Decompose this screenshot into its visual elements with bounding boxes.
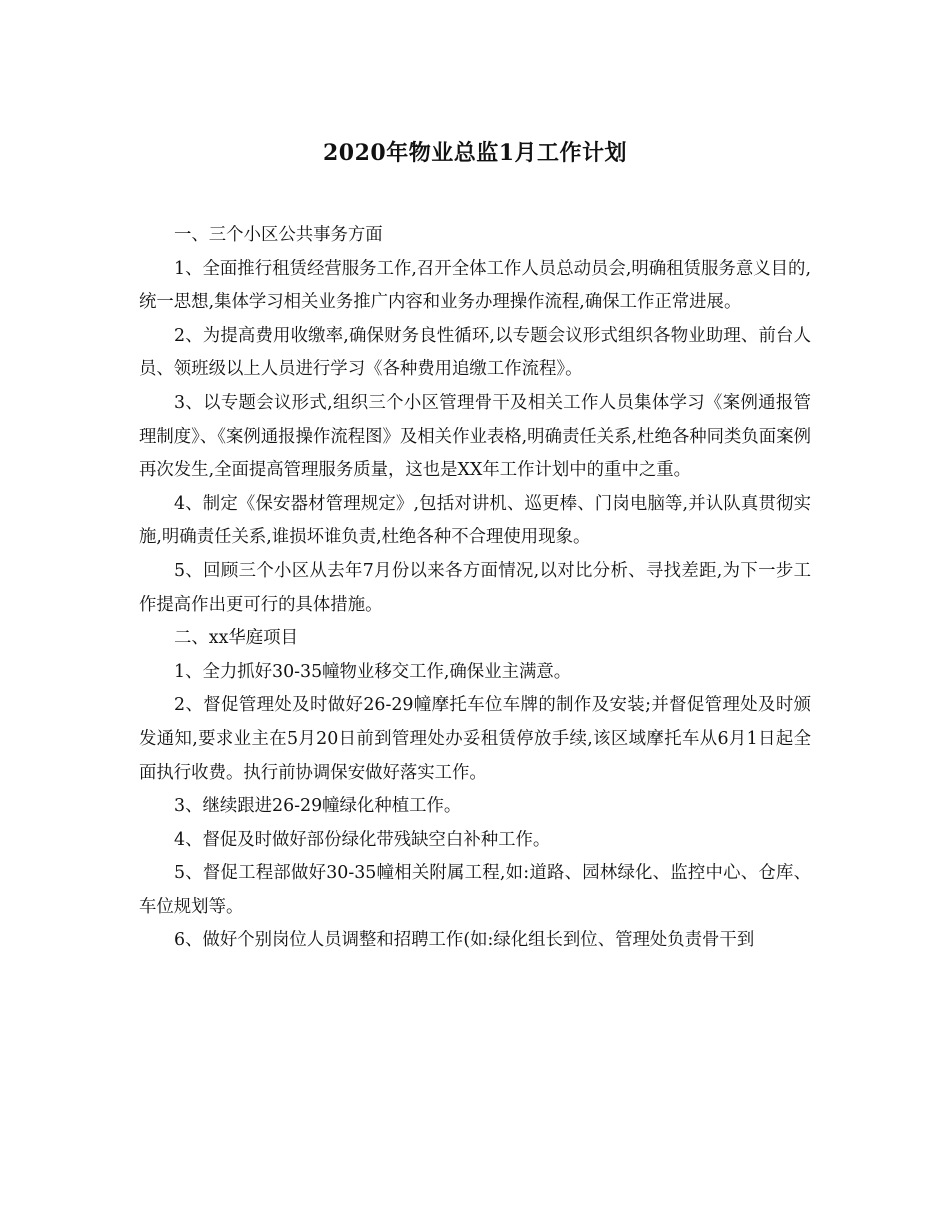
paragraph-item: 2、为提高费用收缴率,确保财务良性循环,以专题会议形式组织各物业助理、前台人员、领班级以上人员进行学习《各种费用追缴工作流程》。	[139, 325, 811, 380]
paragraph-item: 1、全力抓好30-35幢物业移交工作,确保业主满意。	[174, 661, 572, 682]
paragraph-item: 4、制定《保安器材管理规定》,包括对讲机、巡更棒、门岗电脑等,并认队真贯彻实施,明确责任关系,谁损坏谁负责,杜绝各种不合理使用现象。	[139, 493, 811, 548]
document-body	[139, 219, 811, 958]
paragraph-item: 2、督促管理处及时做好26-29幢摩托车位车牌的制作及安装;并督促管理处及时颁发通知,要求业主在5月20日前到管理处办妥租赁停放手续,该区域摩托车从6月1日起全面执行收费。执行前协调保安做好落实工作。	[139, 695, 811, 783]
paragraph-item: 4、督促及时做好部份绿化带残缺空白补种工作。	[174, 829, 551, 850]
section-heading-public-affairs: 一、三个小区公共事务方面	[174, 225, 383, 245]
paragraph-item: 3、以专题会议形式,组织三个小区管理骨干及相关工作人员集体学习《案例通报管理制度》、《案例通报操作流程图》及相关作业表格,明确责任关系,杜绝各种同类负面案例再次发生,全面提高管理服务质量，这也是XX年工作计划中的重中之重。	[139, 392, 811, 481]
paragraph-item: 1、全面推行租赁经营服务工作,召开全体工作人员总动员会,明确租赁服务意义目的,统一思想,集体学习相关业务推广内容和业务办理操作流程,确保工作正常进展。	[139, 258, 811, 313]
paragraph-item: 6、做好个别岗位人员调整和招聘工作(如:绿化组长到位、管理处负责骨干到	[174, 930, 755, 951]
paragraph-item: 3、继续跟进26-29幢绿化种植工作。	[174, 796, 462, 817]
paragraph-item: 5、回顾三个小区从去年7月份以来各方面情况,以对比分析、寻找差距,为下一步工作提高作出更可行的具体措施。	[139, 560, 811, 615]
section-heading-project: 二、xx华庭项目	[174, 628, 298, 649]
document-title: 2020年物业总监1月工作计划	[322, 140, 628, 166]
paragraph-item: 5、督促工程部做好30-35幢相关附属工程,如:道路、园林绿化、监控中心、仓库、车位规划等。	[139, 863, 811, 917]
